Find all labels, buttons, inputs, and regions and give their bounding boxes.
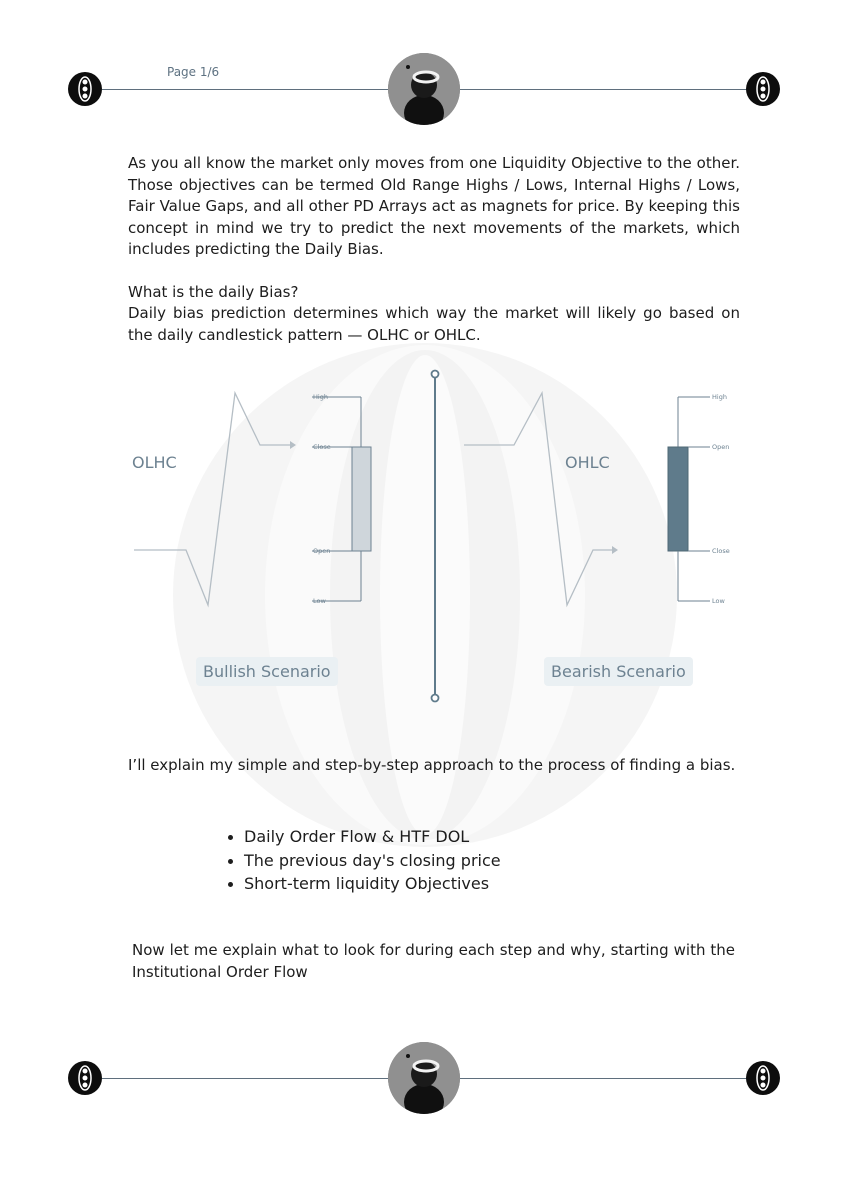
approach-steps-list — [244, 825, 501, 896]
bullish-price-path — [134, 393, 290, 605]
bearish-candle-body — [668, 447, 688, 551]
footer-left-emblem-icon — [68, 1061, 102, 1095]
bullish-close-label: Close — [313, 443, 331, 451]
header-rule-left — [102, 89, 388, 90]
list-item: The previous day's closing price — [244, 849, 501, 873]
closing-paragraph: Now let me explain what to look for during each step and why, starting with the Institutional Order Flow — [132, 941, 735, 981]
left-emblem-icon — [68, 72, 102, 106]
bias-question: What is the daily Bias? — [128, 283, 299, 301]
bullish-path-arrow — [290, 441, 296, 449]
header-rule-right — [460, 89, 748, 90]
approach-intro: I’ll explain my simple and step-by-step approach to the process of finding a bias. — [128, 756, 736, 774]
intro-paragraph: As you all know the market only moves from one Liquidity Objective to the other. Those objectives can be termed Old Range Highs / Lows, Internal Highs / Lows, Fair Value Gaps, and all other PD Arrays act as magnets for price. By keeping this concept in mind we try to predict the next movements of the markets, which includes predicting the Daily Bias. — [128, 154, 740, 258]
bullish-scenario-badge: Bullish Scenario — [196, 657, 338, 686]
bearish-pattern-label: OHLC — [565, 453, 610, 472]
bearish-path-arrow — [612, 546, 618, 554]
footer-rule-right — [460, 1078, 748, 1079]
bearish-scenario-badge: Bearish Scenario — [544, 657, 693, 686]
list-item: Short-term liquidity Objectives — [244, 872, 501, 896]
bearish-close-label: Close — [712, 547, 730, 555]
footer-avatar — [388, 1042, 460, 1114]
bearish-open-label: Open — [712, 443, 730, 451]
footer-rule-left — [102, 1078, 388, 1079]
bearish-low-label: Low — [712, 597, 725, 605]
bullish-candle-body — [352, 447, 371, 551]
bias-answer: Daily bias prediction determines which way the market will likely go based on the daily candlestick pattern — OLHC or OHLC. — [128, 304, 740, 344]
bearish-price-path — [464, 393, 612, 605]
page-indicator: Page 1/6 — [167, 65, 220, 79]
bearish-high-label: High — [712, 393, 727, 401]
list-item: Daily Order Flow & HTF DOL — [244, 825, 501, 849]
bullish-high-label: High — [313, 393, 328, 401]
bullish-open-label: Open — [313, 547, 331, 555]
bullish-low-label: Low — [313, 597, 326, 605]
divider-top-node — [432, 371, 439, 378]
footer-right-emblem-icon — [746, 1061, 780, 1095]
bullish-pattern-label: OLHC — [132, 453, 177, 472]
right-emblem-icon — [746, 72, 780, 106]
divider-bottom-node — [432, 695, 439, 702]
author-avatar — [388, 53, 460, 125]
